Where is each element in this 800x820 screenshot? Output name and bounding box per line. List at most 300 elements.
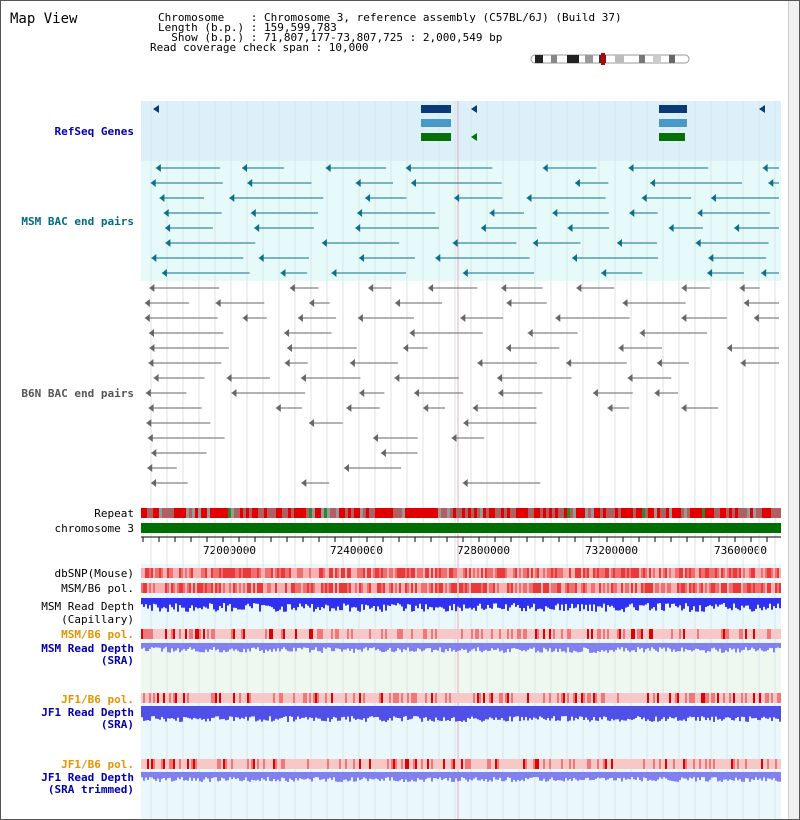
track-label-jf1-b6-pol-1[interactable]: JF1/B6 pol. <box>61 693 134 706</box>
polymorphism-cell <box>609 759 611 769</box>
read-depth-bar <box>593 706 595 717</box>
read-depth-bar <box>737 706 739 717</box>
b6n-bac-end <box>243 314 248 322</box>
polymorphism-cell <box>703 568 705 578</box>
read-depth-bar <box>737 772 739 780</box>
polymorphism-cell <box>339 568 341 578</box>
read-depth-bar <box>303 772 305 780</box>
read-depth-bar <box>693 706 695 717</box>
repeat-block <box>513 508 516 518</box>
polymorphism-cell <box>197 629 199 639</box>
polymorphism-cell <box>629 583 631 593</box>
read-depth-bar <box>753 598 755 611</box>
read-depth-bar <box>251 706 253 716</box>
polymorphism-cell <box>393 568 395 578</box>
read-depth-bar <box>243 598 245 610</box>
polymorphism-cell <box>501 759 503 769</box>
polymorphism-cell <box>547 629 549 639</box>
polymorphism-cell <box>339 629 341 639</box>
polymorphism-cell <box>543 568 545 578</box>
genome-tracks-canvas[interactable] <box>141 96 781 819</box>
polymorphism-cell <box>459 583 461 593</box>
read-depth-bar <box>509 706 511 716</box>
polymorphism-cell <box>323 629 325 639</box>
read-depth-bar <box>427 772 429 778</box>
read-depth-bar <box>471 643 473 650</box>
read-depth-bar <box>635 643 637 652</box>
read-depth-bar <box>663 598 665 611</box>
polymorphism-cell <box>361 583 363 593</box>
read-depth-bar <box>551 706 553 718</box>
polymorphism-cell <box>249 568 251 578</box>
read-depth-bar <box>335 643 337 648</box>
polymorphism-cell <box>199 759 201 769</box>
polymorphism-cell <box>333 693 335 703</box>
polymorphism-cell <box>445 629 447 639</box>
polymorphism-cell <box>377 759 379 769</box>
read-depth-bar <box>331 706 333 719</box>
read-depth-bar <box>241 706 243 718</box>
polymorphism-cell <box>575 583 577 593</box>
read-depth-bar <box>143 643 145 648</box>
polymorphism-cell <box>479 759 481 769</box>
read-depth-bar <box>527 643 529 650</box>
polymorphism-cell <box>181 759 183 769</box>
polymorphism-cell <box>523 759 525 769</box>
polymorphism-cell <box>493 759 495 769</box>
read-depth-bar <box>341 598 343 610</box>
polymorphism-cell <box>709 693 711 703</box>
polymorphism-cell <box>169 568 171 578</box>
read-depth-bar <box>507 643 509 649</box>
polymorphism-cell <box>403 693 405 703</box>
polymorphism-cell <box>723 568 725 578</box>
read-depth-bar <box>275 706 277 719</box>
polymorphism-cell <box>695 583 697 593</box>
polymorphism-cell <box>727 693 729 703</box>
polymorphism-cell <box>503 693 505 703</box>
polymorphism-cell <box>343 629 345 639</box>
read-depth-bar <box>425 772 427 779</box>
read-depth-bar <box>271 598 273 607</box>
polymorphism-cell <box>497 759 499 769</box>
read-depth-bar <box>507 598 509 611</box>
read-depth-bar <box>295 643 297 651</box>
polymorphism-cell <box>311 693 313 703</box>
repeat-block <box>723 508 726 518</box>
read-depth-bar <box>179 706 181 722</box>
read-depth-bar <box>163 598 165 607</box>
polymorphism-cell <box>687 693 689 703</box>
read-depth-bar <box>191 772 193 781</box>
track-label-msm-depth-capillary[interactable] <box>41 600 134 626</box>
read-depth-bar <box>557 706 559 720</box>
polymorphism-cell <box>619 583 621 593</box>
read-depth-bar <box>291 772 293 780</box>
polymorphism-cell <box>149 759 151 769</box>
polymorphism-cell <box>335 759 337 769</box>
read-depth-bar <box>375 598 377 611</box>
polymorphism-cell <box>249 759 251 769</box>
polymorphism-cell <box>283 583 285 593</box>
polymorphism-cell <box>349 568 351 578</box>
read-depth-bar <box>573 598 575 608</box>
read-depth-bar <box>299 772 301 778</box>
polymorphism-cell <box>423 568 425 578</box>
polymorphism-cell <box>241 759 243 769</box>
b6n-bac-end <box>373 434 378 442</box>
read-depth-bar <box>417 598 419 608</box>
polymorphism-cell <box>705 583 707 593</box>
polymorphism-cell <box>375 629 377 639</box>
read-depth-bar <box>345 643 347 649</box>
read-depth-bar <box>565 598 567 604</box>
read-depth-bar <box>435 772 437 778</box>
read-depth-bar <box>507 706 509 721</box>
polymorphism-cell <box>711 568 713 578</box>
polymorphism-cell <box>159 759 161 769</box>
read-depth-bar <box>715 643 717 650</box>
polymorphism-cell <box>761 693 763 703</box>
read-depth-bar <box>387 706 389 720</box>
polymorphism-cell <box>435 629 437 639</box>
polymorphism-cell <box>401 568 403 578</box>
polymorphism-cell <box>401 693 403 703</box>
polymorphism-cell <box>529 693 531 703</box>
polymorphism-cell <box>417 568 419 578</box>
polymorphism-cell <box>391 759 393 769</box>
read-depth-bar <box>579 643 581 652</box>
polymorphism-cell <box>591 568 593 578</box>
polymorphism-cell <box>715 583 717 593</box>
read-depth-bar <box>167 706 169 718</box>
polymorphism-cell <box>363 568 365 578</box>
polymorphism-cell <box>433 629 435 639</box>
read-depth-bar <box>225 598 227 611</box>
polymorphism-cell <box>291 693 293 703</box>
b6n-bac-end <box>346 404 351 412</box>
polymorphism-cell <box>539 759 541 769</box>
read-depth-bar <box>727 643 729 652</box>
polymorphism-cell <box>665 583 667 593</box>
polymorphism-cell <box>365 568 367 578</box>
track-label-msm-bac[interactable]: MSM BAC end pairs <box>21 215 134 228</box>
polymorphism-cell <box>497 629 499 639</box>
polymorphism-cell <box>433 759 435 769</box>
polymorphism-cell <box>725 568 727 578</box>
polymorphism-cell <box>215 583 217 593</box>
polymorphism-cell <box>575 568 577 578</box>
read-depth-bar <box>511 598 513 605</box>
track-label-dbsnp[interactable]: dbSNP(Mouse) <box>54 567 134 580</box>
read-depth-bar <box>295 706 297 720</box>
polymorphism-cell <box>485 629 487 639</box>
read-depth-bar <box>609 643 611 650</box>
polymorphism-cell <box>747 629 749 639</box>
polymorphism-cell <box>167 759 169 769</box>
repeat-block <box>693 508 696 518</box>
polymorphism-cell <box>567 693 569 703</box>
read-depth-bar <box>443 772 445 779</box>
polymorphism-cell <box>351 568 353 578</box>
polymorphism-cell <box>181 568 183 578</box>
repeat-block <box>336 508 339 518</box>
read-depth-bar <box>435 598 437 607</box>
read-depth-bar <box>267 643 269 651</box>
track-label-msm-depth-sra[interactable] <box>41 643 134 667</box>
read-depth-bar <box>263 643 265 653</box>
read-depth-bar <box>565 772 567 778</box>
polymorphism-cell <box>581 629 583 639</box>
track-label-jf1-depth-trimmed[interactable] <box>41 772 134 796</box>
polymorphism-cell <box>559 693 561 703</box>
repeat-block <box>282 508 285 518</box>
polymorphism-cell <box>203 583 205 593</box>
track-label-refseq[interactable]: RefSeq Genes <box>54 125 134 138</box>
read-depth-bar <box>145 643 147 651</box>
read-depth-bar <box>481 772 483 779</box>
repeat-block <box>663 508 666 518</box>
polymorphism-cell <box>315 568 317 578</box>
read-depth-bar <box>199 772 201 781</box>
polymorphism-cell <box>249 693 251 703</box>
polymorphism-cell <box>665 568 667 578</box>
read-depth-bar <box>539 772 541 781</box>
repeat-block <box>537 508 540 518</box>
polymorphism-cell <box>473 693 475 703</box>
read-depth-bar <box>245 643 247 652</box>
polymorphism-cell <box>219 629 221 639</box>
read-depth-bar <box>689 706 691 717</box>
polymorphism-cell <box>597 583 599 593</box>
polymorphism-cell <box>443 568 445 578</box>
polymorphism-cell <box>637 568 639 578</box>
read-depth-bar <box>491 643 493 648</box>
polymorphism-cell <box>473 568 475 578</box>
read-depth-bar <box>407 598 409 604</box>
polymorphism-cell <box>367 693 369 703</box>
read-depth-bar <box>703 706 705 717</box>
read-depth-bar <box>667 772 669 780</box>
polymorphism-cell <box>601 568 603 578</box>
read-depth-bar <box>263 598 265 605</box>
read-depth-bar <box>767 706 769 719</box>
polymorphism-cell <box>301 629 303 639</box>
read-depth-bar <box>483 772 485 781</box>
read-depth-bar <box>701 643 703 650</box>
read-depth-bar <box>161 706 163 717</box>
repeat-block <box>279 508 282 518</box>
polymorphism-cell <box>251 568 253 578</box>
polymorphism-cell <box>237 759 239 769</box>
polymorphism-cell <box>593 583 595 593</box>
repeat-block <box>372 508 375 518</box>
track-label-jf1-b6-pol-2[interactable]: JF1/B6 pol. <box>61 758 134 771</box>
read-depth-bar <box>609 598 611 607</box>
polymorphism-cell <box>291 568 293 578</box>
read-depth-bar <box>313 706 315 721</box>
polymorphism-cell <box>591 629 593 639</box>
read-depth-bar <box>297 643 299 648</box>
polymorphism-cell <box>727 583 729 593</box>
polymorphism-cell <box>685 693 687 703</box>
b6n-bac-end <box>394 374 399 382</box>
track-label-repeat[interactable]: Repeat <box>94 507 134 520</box>
read-depth-bar <box>691 643 693 651</box>
read-depth-bar <box>477 706 479 719</box>
polymorphism-cell <box>505 568 507 578</box>
polymorphism-cell <box>677 759 679 769</box>
read-depth-bar <box>411 598 413 612</box>
polymorphism-cell <box>259 568 261 578</box>
read-depth-bar <box>577 598 579 604</box>
map-view-title: Map View <box>10 11 78 27</box>
read-depth-bar <box>253 772 255 780</box>
read-depth-bar <box>693 598 695 606</box>
read-depth-bar <box>511 643 513 649</box>
read-depth-bar <box>193 706 195 718</box>
read-depth-bar <box>467 772 469 782</box>
read-depth-bar <box>511 772 513 782</box>
polymorphism-cell <box>551 629 553 639</box>
polymorphism-cell <box>561 583 563 593</box>
polymorphism-cell <box>179 583 181 593</box>
polymorphism-cell <box>613 629 615 639</box>
b6n-bac-end <box>593 389 598 397</box>
track-label-line: (SRA trimmed) <box>47 783 134 796</box>
read-depth-bar <box>171 772 173 782</box>
polymorphism-cell <box>267 693 269 703</box>
polymorphism-cell <box>361 759 363 769</box>
read-depth-bar <box>375 643 377 650</box>
polymorphism-cell <box>593 568 595 578</box>
read-depth-bar <box>769 598 771 604</box>
polymorphism-cell <box>207 568 209 578</box>
polymorphism-cell <box>363 693 365 703</box>
vertical-scrollbar[interactable] <box>788 1 799 819</box>
polymorphism-cell <box>557 583 559 593</box>
track-label-msm-b6-pol-2[interactable]: MSM/B6 pol. <box>61 628 134 641</box>
polymorphism-cell <box>149 568 151 578</box>
read-depth-bar <box>365 598 367 605</box>
polymorphism-cell <box>521 629 523 639</box>
read-depth-bar <box>177 643 179 648</box>
read-depth-bar <box>223 598 225 603</box>
polymorphism-cell <box>405 583 407 593</box>
polymorphism-cell <box>759 568 761 578</box>
read-depth-bar <box>431 772 433 782</box>
polymorphism-cell <box>409 583 411 593</box>
polymorphism-cell <box>733 759 735 769</box>
polymorphism-cell <box>437 629 439 639</box>
polymorphism-cell <box>569 759 571 769</box>
read-depth-bar <box>519 706 521 721</box>
read-depth-bar <box>733 643 735 649</box>
polymorphism-cell <box>531 759 533 769</box>
polymorphism-cell <box>187 693 189 703</box>
read-depth-bar <box>503 643 505 653</box>
polymorphism-cell <box>643 568 645 578</box>
read-depth-bar <box>187 643 189 649</box>
read-depth-bar <box>687 706 689 718</box>
read-depth-bar <box>771 706 773 721</box>
read-depth-bar <box>287 598 289 604</box>
polymorphism-cell <box>691 629 693 639</box>
read-depth-bar <box>481 643 483 652</box>
read-depth-bar <box>423 772 425 782</box>
repeat-block <box>495 508 498 518</box>
polymorphism-cell <box>511 629 513 639</box>
read-depth-bar <box>505 643 507 652</box>
refseq-gene <box>659 105 687 113</box>
b6n-bac-end <box>154 374 159 382</box>
polymorphism-cell <box>619 629 621 639</box>
polymorphism-cell <box>337 583 339 593</box>
polymorphism-cell <box>261 568 263 578</box>
polymorphism-cell <box>719 568 721 578</box>
b6n-bac-end <box>497 374 502 382</box>
polymorphism-cell <box>347 629 349 639</box>
repeat-block <box>378 508 381 518</box>
polymorphism-cell <box>761 583 763 593</box>
polymorphism-cell <box>619 568 621 578</box>
read-depth-bar <box>169 598 171 605</box>
polymorphism-cell <box>765 759 767 769</box>
polymorphism-cell <box>239 583 241 593</box>
polymorphism-cell <box>699 693 701 703</box>
read-depth-bar <box>407 643 409 648</box>
read-depth-bar <box>351 643 353 649</box>
read-depth-bar <box>213 643 215 647</box>
track-label-jf1-depth-sra[interactable] <box>41 707 134 731</box>
polymorphism-cell <box>609 583 611 593</box>
read-depth-bar <box>697 643 699 649</box>
polymorphism-cell <box>237 629 239 639</box>
read-depth-bar <box>317 706 319 718</box>
polymorphism-cell <box>667 693 669 703</box>
chromosome-info: Chromosome : Chromosome 3, reference assembly (C57BL/6J) (Build 37) <box>158 11 622 24</box>
polymorphism-cell <box>309 759 311 769</box>
polymorphism-cell <box>615 568 617 578</box>
chromosome-ideogram[interactable] <box>529 53 693 65</box>
read-depth-bar <box>249 643 251 651</box>
read-depth-bar <box>715 772 717 777</box>
polymorphism-cell <box>419 693 421 703</box>
polymorphism-cell <box>611 759 613 769</box>
track-label-b6n-bac[interactable]: B6N BAC end pairs <box>21 387 134 400</box>
polymorphism-cell <box>515 583 517 593</box>
read-depth-bar <box>205 643 207 650</box>
read-depth-bar <box>647 706 649 719</box>
polymorphism-cell <box>381 629 383 639</box>
b6n-bac-end <box>506 299 511 307</box>
polymorphism-cell <box>351 629 353 639</box>
read-depth-bar <box>383 598 385 605</box>
polymorphism-cell <box>263 583 265 593</box>
polymorphism-cell <box>745 583 747 593</box>
polymorphism-cell <box>271 693 273 703</box>
read-depth-bar <box>541 706 543 718</box>
read-depth-bar <box>447 643 449 651</box>
polymorphism-cell <box>281 629 283 639</box>
track-label-msm-b6-pol-1[interactable]: MSM/B6 pol. <box>61 582 134 595</box>
repeat-block <box>270 508 273 518</box>
read-depth-bar <box>465 772 467 780</box>
polymorphism-cell <box>173 583 175 593</box>
read-depth-bar <box>597 706 599 721</box>
read-depth-bar <box>513 706 515 717</box>
axis-tick-label: 72000000 <box>203 544 256 557</box>
